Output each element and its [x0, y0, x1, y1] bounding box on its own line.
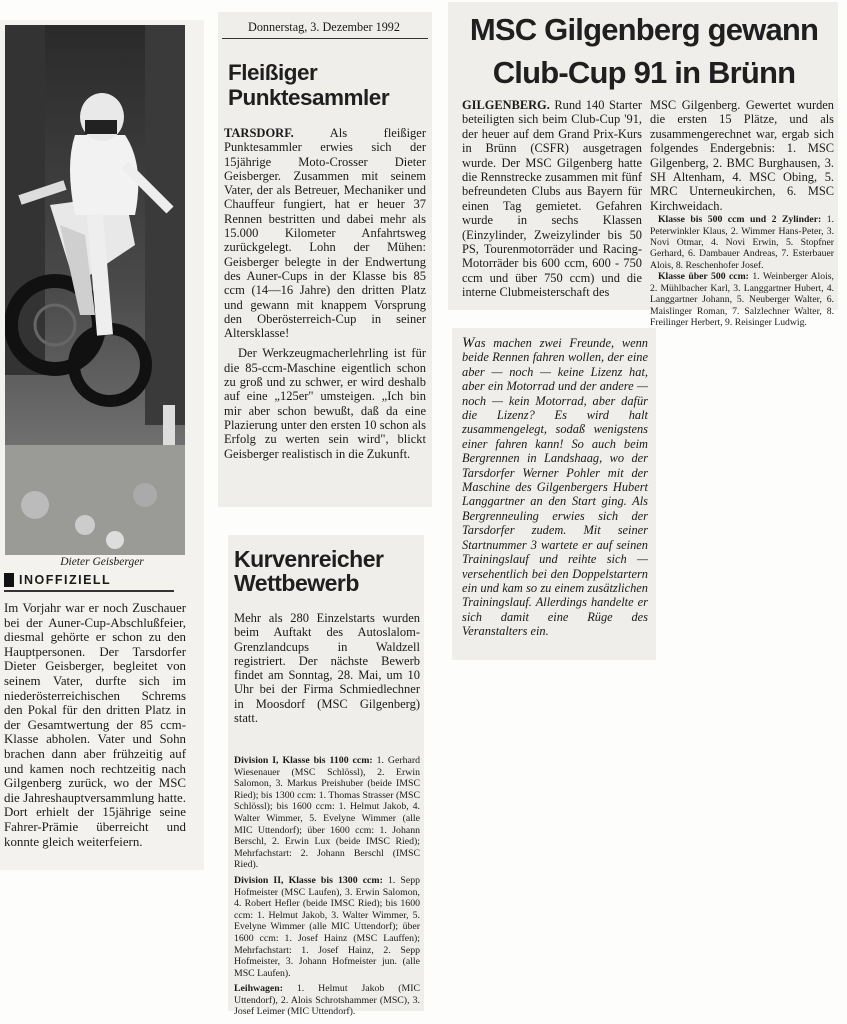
class-over-500-results: 1. Weinberger Alois, 2. Mühlbacher Karl, 3. Langgartner Hubert, 4. Langgartner Johann, 5. Neuberger Walter, 6. Maislinger Roman, 7. Salzlechner Walter, 8. Freilinger Herbert, 9. Reisinger Ludwig.	[650, 271, 834, 328]
clubcup-col1	[462, 98, 642, 300]
date-rule	[222, 38, 428, 39]
punktesammler-p2: Der Werkzeugmacherlehrling ist für die 85-ccm-Maschine eigentlich schon zu groß und zu schwer, er wird deshalb auf eine „125er" umsteigen. „Ich bin mir aber schon bewußt, daß da eine Plazierung unter den ersten 10 schon als Erfolg zu werten sein wird", blickt Geisberger realistisch in die Zukunft.	[224, 346, 426, 461]
photo-caption: Dieter Geisberger	[60, 556, 144, 568]
leihwagen-results: 1. Helmut Jakob (MIC Uttendorf), 2. Alois Schrotshammer (MSC), 3. Josef Leimer (MIC Uttendorf).	[234, 983, 420, 1018]
clubcup-clipping	[448, 2, 838, 328]
clubcup-col2	[650, 98, 834, 328]
dateline-tarsdorf: TARSDORF.	[224, 126, 294, 140]
leihwagen-heading: Leihwagen:	[234, 983, 283, 995]
motocross-photo	[5, 25, 185, 555]
clubcup-col1-text: Rund 140 Starter beteiligten sich beim Club-Cup '91, der heuer auf dem Grand Prix-Kurs in Brünn (CSFR) ausgetragen wurde. Der MSC Gilgenberg hatte die Rennstrecke zusammen mit fünf befreundeten Clubs aus Bayern für einen Tag gemietet. Gefahren wurde in sechs Klassen (Einzylinder, Zweizylinder bis 50 PS, Tourenmotorräder und Racing-Motorräder bis 600 ccm, 600 - 750 ccm und über 750 ccm) und die interne Clubmeisterschaft des	[462, 98, 642, 300]
punktesammler-p1: Als fleißiger Punktesammler erwies sich der 15jährige Moto-Crosser Dieter Geisberger. Zusammen mit seinem Vater, der als Betreuer, Mechaniker und Chauffeur fungiert, hat er heuer 37 Rennen bestritten und dabei mehr als 15.000 Kilometer Anfahrtsweg zurückgelegt. Lohn der Mühen: Geisberger belegte in der Endwertung des Auner-Cups in der Klasse bis 85 ccm (14—16 Jahre) den dritten Platz und gewann mit knappem Vorsprung den Oberösterreich-Cup in seiner Altersklasse!	[224, 126, 426, 341]
freunde-initial: W	[462, 335, 475, 351]
dateline-gilgenberg: GILGENBERG.	[462, 98, 550, 112]
wettbewerb-results	[234, 755, 420, 1018]
wettbewerb-body: Mehr als 280 Einzelstarts wurden beim Auftakt des Autoslalom-Grenzlandcups in Waldzell registriert. Der nächste Bewerb findet am Sonntag, 28. Mai, um 10 Uhr bei der Firma Schmiedlechner in Moosdorf (MSC Gilgenberg) statt.	[234, 611, 420, 726]
division-1-heading: Division I, Klasse bis 1100 ccm:	[234, 755, 373, 766]
freunde-clipping	[452, 328, 656, 660]
inoffiziell-body: Im Vorjahr war er noch Zuschauer bei der Auner-Cup-Abschlußfeier, diesmal gehörte er schon zu den Hauptpersonen. Der Tarsdorfer Dieter Geisberger, begleitet von seinem Vater, durfte sich im niederösterreichischen Schrems den Pokal für den dritten Platz in der Gesamtwertung der 85 ccm-Klasse abholen. Vater und Sohn brachen dann aber frühzeitig auf und kamen noch rechtzeitig nach Gilgenberg zurück, wo der MSC die Jahreshauptversammlung hatte. Dort erhielt der 15jährige seine Fahrer-Prämie überreicht und konnte gleich weiterfeiern.	[4, 601, 186, 849]
inoffiziell-label-row	[4, 573, 111, 587]
freunde-body	[462, 336, 648, 639]
punktesammler-body	[224, 126, 426, 461]
freunde-text: as machen zwei Freunde, wenn beide Rennen fahren wollen, der eine aber — noch — keine Lizenz hat, aber ein Motorrad und der andere — noch — kein Motorrad, aber dafür die Lizenz? Es wird halt zusammengelegt, sodaß wenigstens einer fahren kann! So auch beim Bergrennen in Landshaag, wo der Tarsdorfer Werner Pohler mit der Maschine des Gilgenbergers Hubert Langgartner an den Start ging. Als Bergrenneuling erwies sich der Tarsdorfer zudem. Mit seiner Startnummer 3 wartete er auf seinen Trainingslauf und reihte sich — versehentlich bei den Doppelstartern ein und kam so zu einem zusätzlichen Trainingslauf. Allerdings handelte er sich damit eine Rüge des Veranstalters ein.	[462, 336, 648, 639]
inoffiziell-label: INOFFIZIELL	[19, 573, 112, 587]
wettbewerb-clipping	[228, 535, 424, 1018]
division-2-heading: Division II, Klasse bis 1300 ccm:	[234, 874, 383, 886]
date-line: Donnerstag, 3. Dezember 1992	[248, 20, 400, 34]
division-1-results: 1. Gerhard Wiesenauer (MSC Schlössl), 2. Erwin Salomon, 3. Markus Preishuber (beide IMSC Ried); bis 1300 ccm: 1. Thomas Strasser (MSC Schlössl); bis 1600 ccm: 1. Helmut Jakob, 4. Walter Wimmer, 5. Evelyne Wimmer (alle MIC Uttendorf); über 1600 ccm: 1. Johann Berschl, 2. Erwin Lux (beide IMSC Ried); Mehrfachstart: 2. Johann Berschl (IMSC Ried).	[234, 755, 420, 871]
class-500-heading: Klasse bis 500 ccm und 2 Zylinder:	[658, 214, 822, 226]
punktesammler-headline: Fleißiger Punktesammler	[228, 60, 390, 110]
class-500-results: 1. Peterwinkler Klaus, 2. Wimmer Hans-Peter, 3. Novi Otmar, 4. Novi Erwin, 5. Stopfner Gerhard, 6. Dambauer Andreas, 7. Esterbauer Alois, 8. Reschenhofer Josef.	[650, 214, 834, 271]
wettbewerb-headline: Kurvenreicher Wettbewerb	[234, 546, 384, 596]
clubcup-col2-text: MSC Gilgenberg. Gewertet wurden die ersten 15 Plätze, und als zusammengerechnet war, ergab sich folgendes Endergebnis: 1. MSC Gilgenberg, 2. BMC Burghausen, 3. SH Altenham, 4. MSC Obing, 5. MRC Unterneukirchen, 6. MSC Kirchweidach.	[650, 98, 834, 213]
clubcup-class-results	[650, 214, 834, 328]
division-2-results: 1. Sepp Hofmeister (MSC Laufen), 3. Erwin Salomon, 4. Robert Hefler (beide IMSC Ried); bis 1600 ccm: 1. Helmut Jakob, 3. Walter Wimmer, 5. Evelyne Wimmer (alle MIC Uttendorf); über 1600 ccm: 1. Josef Hainz (MSC Lauffen); Mehrfachstart: 1. Josef Hainz, 2. Sepp Hofmeister, 3. Johann Hofmeister jun. (alle MSC Laufen).	[234, 874, 421, 979]
black-square-icon	[4, 573, 14, 587]
class-over-500-heading: Klasse über 500 ccm:	[658, 271, 749, 283]
clubcup-headline: MSC Gilgenberg gewann Club-Cup 91 in Brünn	[469, 12, 819, 90]
inoffiziell-underline	[4, 590, 174, 592]
punktesammler-clipping	[218, 12, 432, 507]
photo-clipping	[0, 20, 204, 870]
